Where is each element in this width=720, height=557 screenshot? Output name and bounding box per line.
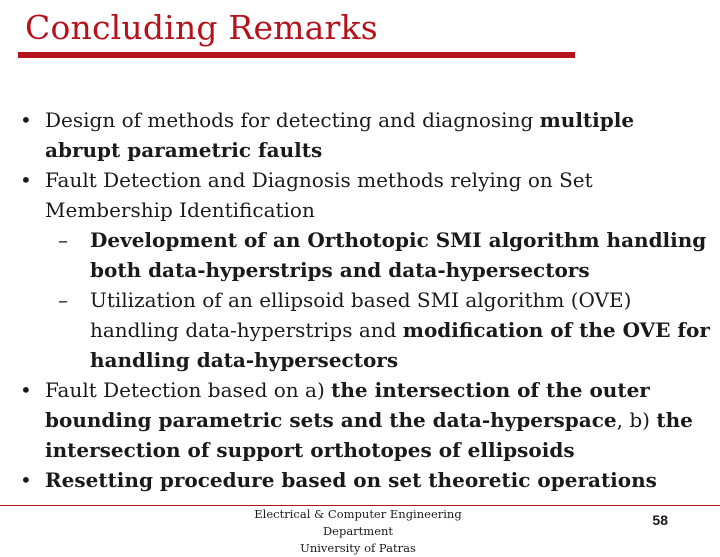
title-underline xyxy=(18,52,575,58)
bullet-item-fdd-methods xyxy=(18,165,708,225)
slide-title: Concluding Remarks xyxy=(25,8,378,47)
bullet-text: Design of methods for detecting and diagnosing xyxy=(45,108,540,132)
subbullet-text-bold: both data-hyperstrips and data-hypersectors xyxy=(90,258,590,282)
bullet-text-bold: the xyxy=(656,408,693,432)
bullet-text-bold: the intersection of the outer xyxy=(331,378,650,402)
bullet-icon: • xyxy=(20,168,32,192)
bullet-text: Fault Detection and Diagnosis methods relying on Set xyxy=(45,168,593,192)
bullet-item-fault-detection xyxy=(18,375,708,465)
footer-university: University of Patras xyxy=(300,541,416,555)
bullet-icon: • xyxy=(20,468,32,492)
bullet-item-resetting xyxy=(18,465,708,495)
subbullet-text-bold: handling data-hypersectors xyxy=(90,348,399,372)
dash-icon: – xyxy=(58,288,68,312)
footer-affiliation xyxy=(218,506,498,557)
bullet-text: Membership Identification xyxy=(45,198,315,222)
page-number: 58 xyxy=(652,512,668,528)
bullet-text-bold: abrupt parametric faults xyxy=(45,138,323,162)
bullet-icon: • xyxy=(20,108,32,132)
subbullet-text-bold: Development of an Orthotopic SMI algorithm handling xyxy=(90,228,707,252)
bullet-text: , b) xyxy=(616,408,657,432)
bullet-icon: • xyxy=(20,378,32,402)
bullet-text-bold: multiple xyxy=(539,108,635,132)
subbullet-item-ove xyxy=(18,285,708,375)
slide-body xyxy=(18,105,708,495)
bullet-text: Fault Detection based on a) xyxy=(45,378,332,402)
dash-icon: – xyxy=(58,228,68,252)
bullet-text-bold: bounding parametric sets and the data-hyperspace xyxy=(45,408,617,432)
subbullet-text: Utilization of an ellipsoid based SMI algorithm (OVE) xyxy=(90,288,632,312)
bullet-item-methods-design xyxy=(18,105,708,165)
subbullet-text: handling data-hyperstrips and xyxy=(90,318,403,342)
bullet-text-bold: intersection of support orthotopes of ellipsoids xyxy=(45,438,575,462)
footer-department: Electrical & Computer Engineering Department xyxy=(254,507,462,538)
subbullet-text-bold: modification of the OVE for xyxy=(402,318,710,342)
subbullet-item-orthotopic-smi xyxy=(18,225,708,285)
bullet-text-bold: Resetting procedure based on set theoretic operations xyxy=(45,468,657,492)
